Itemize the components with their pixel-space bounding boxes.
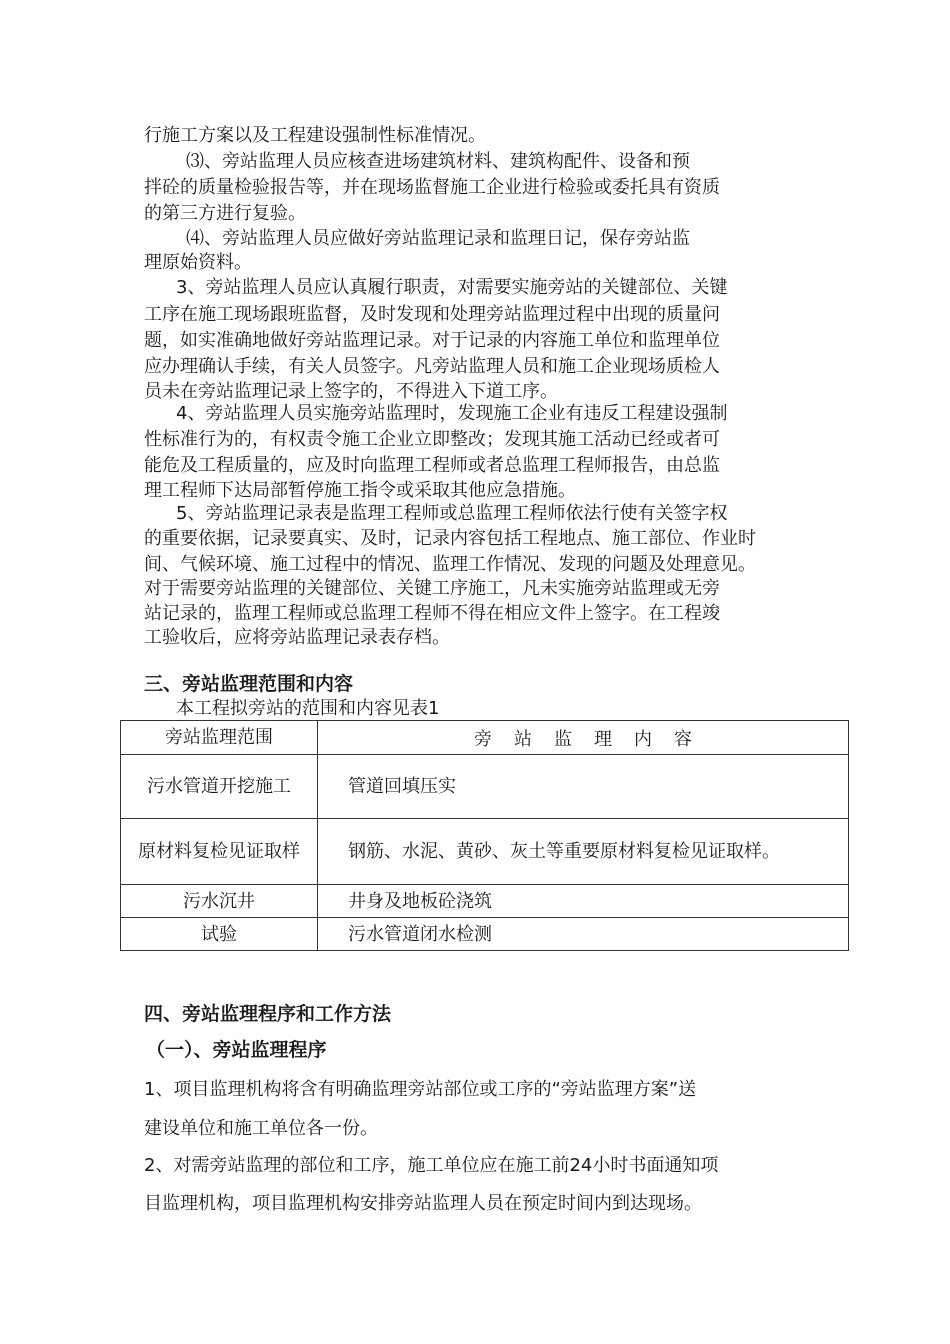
para-line: 的第三方进行复验。 bbox=[144, 203, 306, 224]
table-cell: 污水管道开挖施工 bbox=[121, 755, 318, 819]
para-line: 行施工方案以及工程建设强制性标准情况。 bbox=[144, 125, 486, 146]
table-cell: 井身及地板砼浇筑 bbox=[318, 885, 849, 918]
body-line: 1、项目监理机构将含有明确监理旁站部位或工序的“旁站监理方案”送 bbox=[144, 1079, 697, 1100]
para-line: 的重要依据，记录要真实、及时，记录内容包括工程地点、施工部位、作业时 bbox=[144, 528, 756, 549]
table-header-row bbox=[121, 721, 849, 755]
scope-table bbox=[120, 720, 849, 951]
para-line: 员未在旁站监理记录上签字的，不得进入下道工序。 bbox=[144, 381, 558, 402]
header-cell bbox=[318, 721, 849, 755]
section-heading: 三、旁站监理范围和内容 bbox=[144, 673, 354, 695]
para-line: ⑶、旁站监理人员应核查进场建筑材料、建筑构配件、设备和预 bbox=[186, 151, 690, 172]
table-row bbox=[121, 885, 849, 918]
para-line: 工验收后，应将旁站监理记录表存档。 bbox=[144, 627, 450, 648]
table-cell: 原材料复检见证取样 bbox=[121, 819, 318, 885]
subsection-heading: （一）、旁站监理程序 bbox=[146, 1039, 327, 1061]
para-line: 题，如实准确地做好旁站监理记录。对于记录的内容施工单位和监理单位 bbox=[144, 330, 720, 351]
body-line: 目监理机构，项目监理机构安排旁站监理人员在预定时间内到达现场。 bbox=[144, 1193, 702, 1214]
para-line: 拌砼的质量检验报告等，并在现场监督施工企业进行检验或委托具有资质 bbox=[144, 177, 720, 198]
table-row bbox=[121, 755, 849, 819]
header-cell: 旁站监理范围 bbox=[121, 721, 318, 755]
table-cell: 试验 bbox=[121, 918, 318, 951]
para-line: 理工程师下达局部暂停施工指令或采取其他应急措施。 bbox=[144, 480, 576, 501]
table-cell: 钢筋、水泥、黄砂、灰土等重要原材料复检见证取样。 bbox=[318, 819, 849, 885]
para-line: 理原始资料。 bbox=[144, 252, 252, 273]
body-line: 建设单位和施工单位各一份。 bbox=[144, 1118, 378, 1139]
body-line: 2、对需旁站监理的部位和工序，施工单位应在施工前24小时书面通知项 bbox=[144, 1155, 719, 1176]
table-caption: 本工程拟旁站的范围和内容见表1 bbox=[176, 698, 440, 719]
para-line: 对于需要旁站监理的关键部位、关键工序施工，凡未实施旁站监理或无旁 bbox=[144, 578, 720, 599]
table-cell: 污水沉井 bbox=[121, 885, 318, 918]
para-line: 间、气候环境、施工过程中的情况、监理工作情况、发现的问题及处理意见。 bbox=[144, 554, 756, 575]
para-line: 4、旁站监理人员实施旁站监理时，发现施工企业有违反工程建设强制 bbox=[176, 403, 728, 424]
para-line: 工序在施工现场跟班监督，及时发现和处理旁站监理过程中出现的质量问 bbox=[144, 304, 720, 325]
para-line: 性标准行为的，有权责令施工企业立即整改；发现其施工活动已经或者可 bbox=[144, 429, 720, 450]
para-line: 3、旁站监理人员应认真履行职责，对需要实施旁站的关键部位、关键 bbox=[176, 277, 728, 298]
table-row bbox=[121, 918, 849, 951]
para-line: 5、旁站监理记录表是监理工程师或总监理工程师依法行使有关签字权 bbox=[176, 503, 728, 524]
para-line: 站记录的，监理工程师或总监理工程师不得在相应文件上签字。在工程竣 bbox=[144, 603, 720, 624]
table-cell: 管道回填压实 bbox=[318, 755, 849, 819]
para-line: 应办理确认手续，有关人员签字。凡旁站监理人员和施工企业现场质检人 bbox=[144, 356, 720, 377]
para-line: ⑷、旁站监理人员应做好旁站监理记录和监理日记，保存旁站监 bbox=[186, 228, 690, 249]
header-cell-text: 旁站监理内容 bbox=[474, 728, 714, 750]
table-row bbox=[121, 819, 849, 885]
section-heading: 四、旁站监理程序和工作方法 bbox=[144, 1003, 392, 1025]
para-line: 能危及工程质量的，应及时向监理工程师或者总监理工程师报告，由总监 bbox=[144, 455, 720, 476]
table-cell: 污水管道闭水检测 bbox=[318, 918, 849, 951]
